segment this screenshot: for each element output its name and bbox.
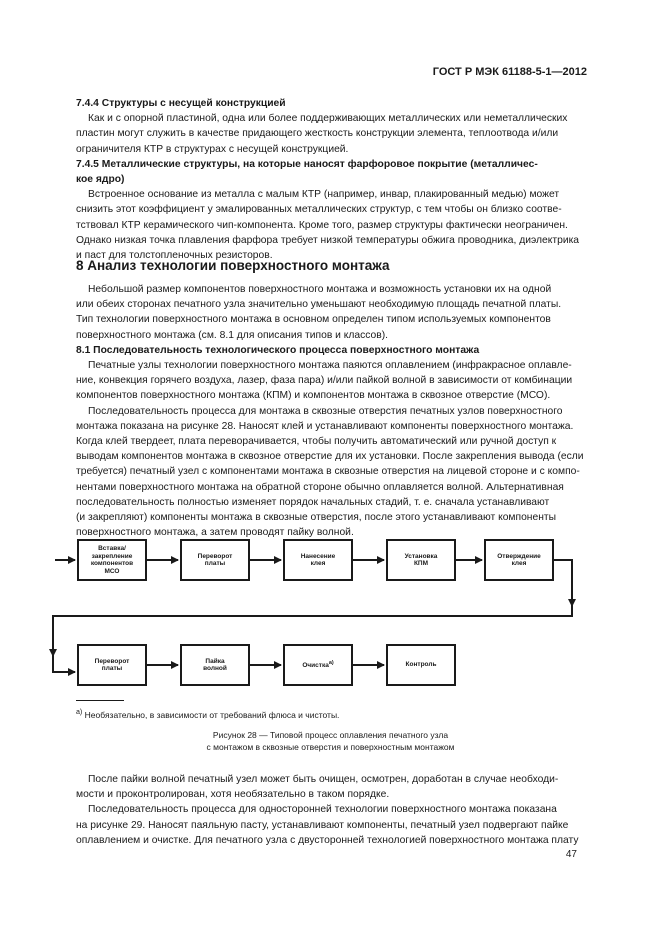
box-line: Пайка	[205, 657, 225, 665]
box-line: Контроль	[405, 661, 437, 669]
footnote-mark: а)	[328, 660, 334, 667]
text-line: Как и с опорной пластиной, одна или более поддерживающих металлических или неметаллических	[88, 113, 568, 125]
footnote-rule	[76, 700, 124, 701]
after-figure-body	[76, 772, 585, 848]
caption-line: с монтажом в сквозные отверстия и поверхностным монтажом	[206, 742, 455, 752]
box-line: компонентов	[90, 560, 134, 567]
box-line: Переворот	[197, 552, 233, 560]
step-inspect	[386, 644, 456, 686]
text-line: последовательность полностью изменяет порядок начальных стадий, т. е. сначала устанавливают	[76, 496, 550, 508]
page-number: 47	[565, 849, 577, 860]
text-line: или обеих сторонах печатного узла значительно уменьшают необходимую площадь печатной платы.	[76, 299, 562, 311]
text-line: Последовательность процесса для монтажа в сквозные отверстия печатных узлов поверхностного	[88, 405, 563, 417]
box-line: закрепление	[91, 552, 133, 560]
text-line: нентами поверхностного монтажа на обратной стороне обычно оплавляется волной. Альтернативная	[76, 481, 564, 493]
box-line: платы	[101, 665, 123, 672]
footnote	[76, 708, 339, 720]
step-flip-board-2	[77, 644, 147, 686]
text-line: После пайки волной печатный узел может быть очищен, осмотрен, доработан в случае необходи-	[88, 774, 559, 785]
caption-line: Рисунок 28 — Типовой процесс оплавления печатного узла	[212, 730, 449, 740]
text-line: Небольшой размер компонентов поверхностного монтажа и возможность установки их на одной	[88, 284, 552, 295]
section-title: 7.4.5 Металлические структуры, на которые наносят фарфоровое покрытие (металличес-	[76, 158, 538, 170]
box-line: клея	[310, 560, 326, 567]
text-line: Последовательность процесса для односторонней технологии поверхностного монтажа показана	[88, 804, 557, 816]
box-line: КПМ	[413, 560, 429, 567]
text-line: компонентов поверхностного монтажа (КПМ) и компонентов монтажа в сквозное отверстие (МСО).	[76, 390, 551, 402]
text-line: оплавлением и очистке. Для печатного узла с двусторонней технологией поверхностного монтажа плату	[76, 834, 579, 846]
text-line: (и закрепляют) компоненты монтажа в сквозные отверстия, после этого устанавливают компоненты	[76, 512, 557, 524]
box-line: Вставка/	[98, 545, 126, 552]
text-line: поверхностного монтажа (см. 8.1 для описания типов и классов).	[76, 329, 389, 341]
box-line: МСО	[104, 567, 120, 575]
footnote-mark: а)	[76, 708, 83, 716]
text-line: мости и проконтролирован, хотя необязательно в таком порядке.	[76, 789, 390, 801]
box-line: платы	[204, 560, 226, 567]
section-title: 7.4.4 Структуры с несущей конструкцией	[76, 98, 286, 109]
step-place-smd	[386, 539, 456, 581]
section-title: 8.1 Последовательность технологического процесса поверхностного монтажа	[76, 344, 480, 356]
box-line: Очистка	[302, 662, 329, 670]
section-title-cont: кое ядро)	[76, 174, 125, 186]
figure-caption	[76, 729, 585, 753]
box-line: Отверждение	[497, 552, 541, 560]
text-line: ние, конвекция горячего воздуха, лазер, фаза пара) и/или пайкой волной в зависимости от комбинации	[76, 375, 573, 387]
step-clean	[283, 644, 353, 686]
section-8-title: 8 Анализ технологии поверхностного монтажа	[76, 258, 390, 273]
step-cure-adhesive	[484, 539, 554, 581]
document-code: ГОСТ Р МЭК 61188-5-1—2012	[432, 66, 587, 78]
text-line: поверхностного монтажа, а затем проводят пайку волной.	[76, 527, 354, 539]
text-line: монтажа показана на рисунке 28. Наносят клей и устанавливают компоненты поверхностного монтажа.	[76, 420, 574, 432]
text-line: Однако низкая точка плавления фарфора требует низкой температуры обжига проводника, диэлектрика	[76, 234, 580, 246]
text-line: Тип технологии поверхностного монтажа в основном определен типом используемых компонентов	[76, 314, 551, 326]
step-apply-adhesive	[283, 539, 353, 581]
text-line: Когда клей твердеет, плата переворачивается, чтобы получить автоматический или ручной доступ к	[76, 436, 557, 448]
text-line: Печатные узлы технологии поверхностного монтажа паяются оплавлением (инфракрасное оплавле-	[88, 360, 572, 372]
text-line: Встроенное основание из металла с малым КТР (например, инвар, плакированный медью) может	[88, 189, 560, 201]
footnote-text: Необязательно, в зависимости от требований флюса и чистоты.	[84, 709, 340, 720]
text-line: тствовал КТР керамического чип-компонента. Кроме того, размер структуры фактически неограничен.	[76, 219, 568, 231]
text-line: пластин могут служить в качестве придающего жесткость конструкции элемента, теплоотвода и/или	[76, 128, 559, 140]
text-line: снизить этот коэффициент у эмалированных металлических структур, с тем чтобы он близко соотве-	[76, 204, 562, 216]
box-line: клея	[511, 560, 527, 567]
step-insert-tho	[77, 539, 147, 581]
step-wave-solder	[180, 644, 250, 686]
box-line: Установка	[404, 552, 438, 560]
box-line: Нанесение	[300, 552, 336, 560]
text-line: выводам компонентов монтажа в сквозное отверстие для их установки. После закрепления вывода (если	[76, 451, 584, 463]
box-line: Переворот	[94, 657, 130, 665]
text-line: ограничителя КТР в структурах с несущей конструкцией.	[76, 143, 349, 155]
step-flip-board	[180, 539, 250, 581]
box-line: волной	[203, 665, 227, 672]
text-line: и паст для толстопленочных резисторов.	[76, 250, 273, 262]
text-line: на рисунке 29. Наносят паяльную пасту, устанавливают компоненты, печатный узел подвергают пайке	[76, 819, 569, 831]
text-line: требуется) печатный узел с компонентами монтажа в сквозные отверстия на лицевой стороне и с компо-	[76, 466, 580, 478]
